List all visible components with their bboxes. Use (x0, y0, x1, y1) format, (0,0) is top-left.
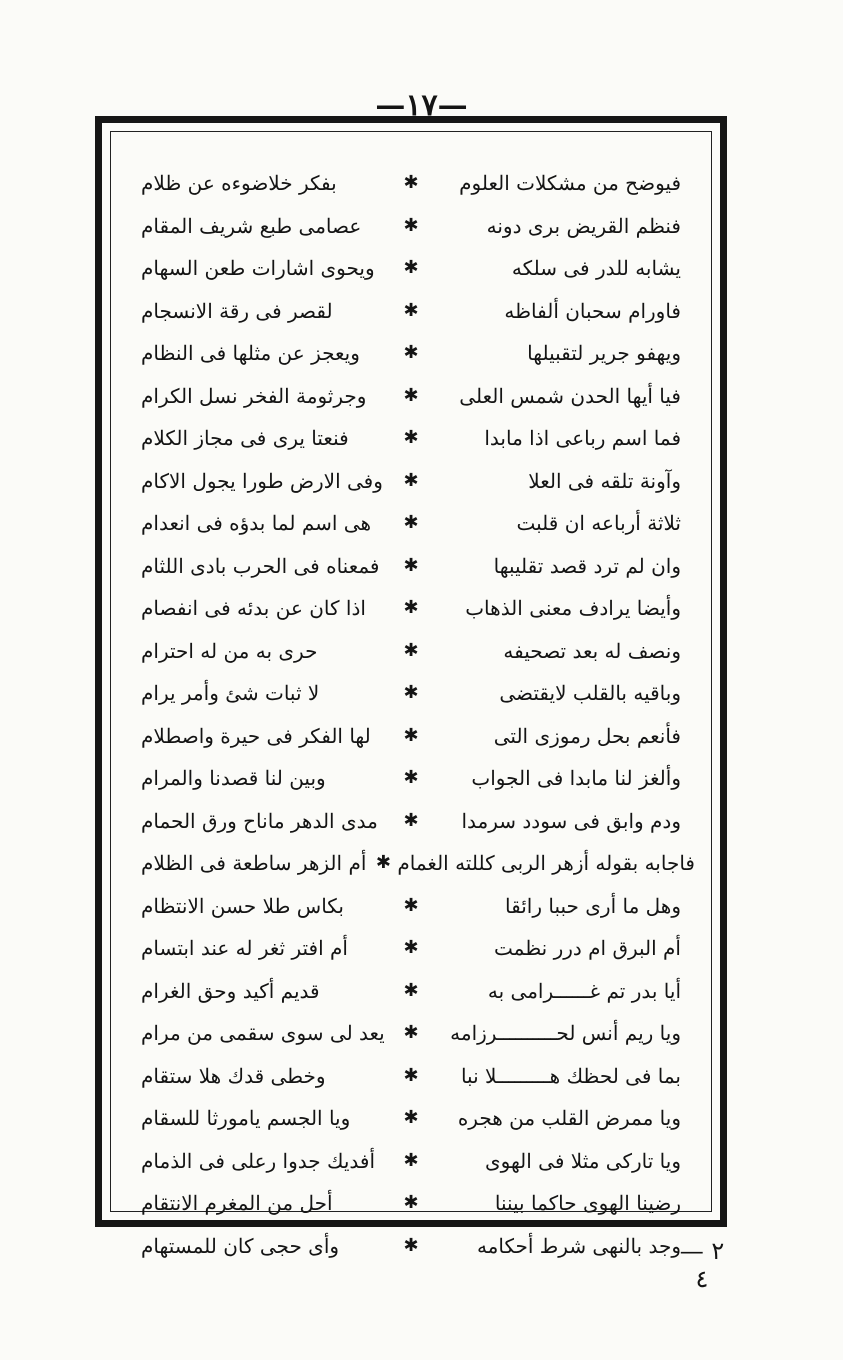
second-hemistich: هى اسم لما بدؤه فى انعدام (141, 511, 372, 535)
verse-separator: ✱ (403, 384, 419, 406)
verse-line (141, 885, 681, 928)
verse-line (141, 970, 681, 1013)
verse-separator: ✱ (403, 1234, 419, 1256)
second-hemistich: لقصر فى رقة الانسجام (141, 298, 333, 323)
verse-separator: ✱ (403, 809, 419, 831)
second-hemistich: أفديك جدوا رعلى فى الذمام (141, 1148, 375, 1173)
second-hemistich: وفى الارض طورا يجول الاكام (141, 468, 383, 493)
first-hemistich: بما فى لحظك هـــــــــلا نبا (460, 1063, 681, 1088)
second-hemistich: أم افتر ثغر له عند ابتسام (141, 936, 348, 960)
verse-separator: ✱ (403, 469, 419, 491)
verse-separator: ✱ (403, 427, 419, 448)
verse-separator: ✱ (403, 299, 419, 321)
verse-separator: ✱ (403, 1149, 419, 1171)
first-hemistich: فيا أيها الحدن شمس العلى (459, 383, 681, 408)
verse-separator: ✱ (403, 724, 419, 746)
second-hemistich: ويا الجسم يامورثا للسقام (141, 1106, 351, 1130)
verse-separator: ✱ (403, 639, 419, 661)
verse-separator: ✱ (403, 1107, 419, 1128)
second-hemistich: لها الفكر فى حيرة واصطلام (141, 723, 371, 748)
verse-line (141, 332, 681, 375)
verse-separator: ✱ (403, 257, 419, 278)
verse-line (141, 1055, 681, 1098)
first-hemistich: فأنعم بحل رموزى التى (493, 723, 681, 748)
verse-separator: ✱ (403, 767, 419, 788)
verse-separator: ✱ (403, 342, 419, 363)
verse-separator: ✱ (403, 172, 419, 193)
verse-line (141, 1182, 681, 1225)
second-hemistich: اذا كان عن بدئه فى انفصام (141, 596, 366, 620)
verse-line (141, 1012, 681, 1055)
printer-signature: ٢ — ٤ (679, 1237, 725, 1293)
verse-separator: ✱ (403, 554, 419, 576)
first-hemistich: ويهفو جرير لتقبيلها (527, 341, 681, 365)
second-hemistich: بكاس طلا حسن الانتظام (141, 893, 344, 918)
verse-line (141, 842, 695, 885)
verse-line (141, 672, 681, 715)
verse-separator: ✱ (403, 894, 419, 916)
first-hemistich: ويا ممرض القلب من هجره (457, 1106, 681, 1130)
verse-line (141, 800, 681, 843)
page-border (95, 116, 727, 1258)
second-hemistich: عصامى طبع شريف المقام (141, 213, 362, 238)
second-hemistich: يعد لى سوى سقمى من مرام (141, 1021, 385, 1045)
verse-line (141, 375, 681, 418)
first-hemistich: فاجابه بقوله أزهر الربى كللته الغمام (397, 851, 695, 875)
verse-separator: ✱ (375, 852, 391, 873)
poem-body (141, 162, 695, 1267)
second-hemistich: لا ثبات شئ وأمر يرام (141, 681, 320, 705)
first-hemistich: فاورام سحبان ألفاظه (504, 298, 681, 323)
verse-separator: ✱ (403, 214, 419, 236)
first-hemistich: ويا تاركى مثلا فى الهوى (484, 1148, 681, 1173)
verse-separator: ✱ (403, 682, 419, 703)
second-hemistich: فمعناه فى الحرب بادى اللثام (141, 553, 380, 578)
verse-line (141, 1225, 681, 1268)
first-hemistich: وان لم ترد قصد تقليبها (493, 553, 681, 578)
first-hemistich: وجد بالنهى شرط أحكامه (476, 1233, 681, 1258)
verse-line (141, 927, 681, 970)
verse-separator: ✱ (403, 979, 419, 1001)
second-hemistich: حرى به من له احترام (141, 638, 318, 663)
verse-line (141, 757, 681, 800)
first-hemistich: وباقيه بالقلب لايقتضى (499, 681, 681, 705)
first-hemistich: رضينا الهوى حاكما بيننا (494, 1191, 681, 1215)
verse-line (141, 247, 681, 290)
second-hemistich: ويحوى اشارات طعن السهام (141, 256, 375, 280)
verse-line (141, 162, 681, 205)
second-hemistich: مدى الدهر ماناح ورق الحمام (141, 808, 378, 833)
verse-line (141, 1140, 681, 1183)
verse-line (141, 502, 681, 545)
page-number: —١٧— (375, 88, 468, 123)
first-hemistich: فما اسم رباعى اذا مابدا (484, 426, 681, 450)
verse-line (141, 1097, 681, 1140)
first-hemistich: وهل ما أرى حببا رائقا (505, 893, 681, 918)
verse-separator: ✱ (403, 1192, 419, 1213)
verse-line (141, 205, 681, 248)
verse-line (141, 417, 681, 460)
second-hemistich: وأى حجى كان للمستهام (141, 1233, 340, 1258)
second-hemistich: وخطى قدك هلا ستقام (141, 1063, 326, 1088)
first-hemistich: أيا بدر تم غــــــرامى به (487, 978, 681, 1003)
second-hemistich: بفكر خلاضوءه عن ظلام (141, 171, 337, 195)
first-hemistich: وآونة تلقه فى العلا (528, 468, 681, 493)
first-hemistich: ثلاثة أرباعه ان قلبت (516, 511, 681, 535)
second-hemistich: وبين لنا قصدنا والمرام (141, 766, 326, 790)
verse-line (141, 460, 681, 503)
verse-line (141, 715, 681, 758)
second-hemistich: فنعتا يرى فى مجاز الكلام (141, 426, 349, 450)
first-hemistich: وألغز لنا مابدا فى الجواب (471, 766, 681, 790)
verse-separator: ✱ (403, 937, 419, 958)
verse-line (141, 290, 681, 333)
first-hemistich: فنظم القريض برى دونه (486, 213, 681, 238)
verse-separator: ✱ (403, 597, 419, 618)
verse-separator: ✱ (403, 1022, 419, 1043)
verse-separator: ✱ (403, 512, 419, 533)
second-hemistich: وجرثومة الفخر نسل الكرام (141, 383, 367, 408)
first-hemistich: ونصف له بعد تصحيفه (503, 638, 681, 663)
first-hemistich: ويا ريم أنس لحــــــــــرزامه (450, 1021, 681, 1045)
second-hemistich: أحل من المغرم الانتقام (141, 1191, 333, 1215)
first-hemistich: يشابه للدر فى سلكه (511, 256, 681, 280)
second-hemistich: أم الزهر ساطعة فى الظلام (141, 851, 367, 875)
first-hemistich: وأيضا يرادف معنى الذهاب (465, 596, 681, 620)
second-hemistich: ويعجز عن مثلها فى النظام (141, 341, 360, 365)
verse-line (141, 587, 681, 630)
second-hemistich: قديم أكيد وحق الغرام (141, 978, 320, 1003)
verse-line (141, 545, 681, 588)
first-hemistich: أم البرق ام درر نظمت (494, 936, 681, 960)
verse-separator: ✱ (403, 1064, 419, 1086)
first-hemistich: فيوضح من مشكلات العلوم (459, 171, 681, 195)
inner-border (110, 131, 712, 1258)
first-hemistich: ودم وابق فى سودد سرمدا (461, 808, 681, 833)
verse-line (141, 630, 681, 673)
